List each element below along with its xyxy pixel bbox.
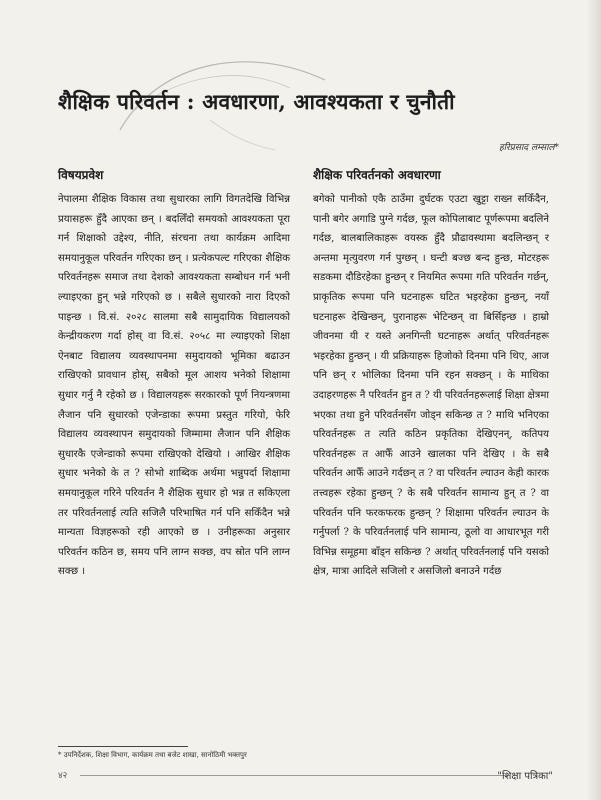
article-title: शैक्षिक परिवर्तन : अवधारणा, आवश्यकता र चुनौती [58,89,455,114]
scan-shadow [587,0,601,800]
section-heading-concept: शैक्षिक परिवर्तनको अवधारणा [313,168,441,182]
section-heading-introduction: विषयप्रवेश [58,168,104,182]
concept-paragraph: बगेको पानीको एकै ठाउँमा दुर्घटक एउटा खुट्टा राख्न सकिँदैन, पानी बगेर अगाडि पुग्ने गर्दछ, फूल कोपिलाबाट पूर्णरूपमा बदलिने गर्दछ, बालबालिकाहरू वयस्क हुँदै प्रौढावस्थामा बदलिन्छन् र अन्तमा मृत्युवरण गर्न पुग्छन् । घन्टी बज्छ बन्द हुन्छ, मोटरहरू सडकमा दौडिरहेका हुन्छन् र नियमित रूपमा गति परिवर्तन गर्छन्, प्राकृतिक रूपमा पनि घटनाहरू घटित भइरहेका हुन्छन्, नयाँ घटनाहरू देखिन्छन्, पुरानाहरू भेटिन्छन् वा बिर्सिइन्छ । हाम्रो जीवनमा यी र यस्ते अनगिन्ती घटनाहरू अर्थात् परिवर्तनहरू भइरहेका हुन्छन् । यी प्रक्रियाहरू हिजोको दिनमा पनि थिए, आज पनि छन् र भोलिका दिनमा पनि रहन सक्छन् । के माथिका उदाहरणहरू नै परिवर्तन हुन त ? यी परिवर्तनहरूलाई शिक्षा क्षेत्रमा भएका तथा हुने परिवर्तनसँग जोड्न सकिन्छ त ? माथि भनिएका परिवर्तनहरू त त्यति कठिन प्रकृतिका देखिएनन्, कतिपय परिवर्तनहरू त आफैँ आउने खालका पनि देखिए । के सबै परिवर्तन आफैँ आउने गर्दछन् त ? वा परिवर्तन ल्याउन केही कारक तत्त्वहरू रहेका हुन्छन् ? के सबै परिवर्तन सामान्य हुन् त ? वा परिवर्तन पनि फरकफरक हुन्छन् ? शिक्षामा परिवर्तन ल्याउन के गर्नुपर्ला ? के परिवर्तनलाई पनि सामान्य, ठूलो वा आधारभूत गरी विभिन्न समूहमा बाँड्न सकिन्छ ? अर्थात् परिवर्तनलाई पनि यसको क्षेत्र, मात्रा आदिले सजिलो र असजिलो बनाउने गर्दछ [313,194,549,578]
right-column [313,166,549,582]
introduction-paragraph: नेपालमा शैक्षिक विकास तथा सुधारका लागि विगतदेखि विभिन्न प्रयासहरू हुँदै आएका छन् । बदलिँदो समयको आवश्यकता पूरा गर्न शिक्षाको उद्देश्य, नीति, संरचना तथा कार्यक्रम आदिमा समयानुकूल परिवर्तन गरिएका छन् । प्रत्येकपल्ट गरिएका शैक्षिक परिवर्तनहरू समाज तथा देशको आवश्यकता सम्बोधन गर्न भनी ल्याइएका हुन् भन्ने गरिएको छ । सबैले सुधारको नारा दिएको पाइन्छ । वि.सं. २०२८ सालमा सबै सामुदायिक विद्यालयको केन्द्रीयकरण गर्दा होस् वा वि.सं. २०५८ मा ल्याइएको शिक्षा ऐनबाट विद्यालय व्यवस्थापनमा समुदायको भूमिका बढाउन राखिएको प्रावधान होस्, सबैको मूल आशय भनेको शिक्षामा सुधार गर्नु नै रहेको छ । विद्यालयहरू सरकारको पूर्ण नियन्त्रणमा लैजान पनि सुधारको एजेन्डाका रूपमा प्रस्तुत गरियो, फेरि विद्यालय व्यवस्थापन समुदायको जिम्मामा लैजान पनि शैक्षिक सुधारकै एजेन्डाको रूपमा राखिएको देखियो । आखिर शैक्षिक सुधार भनेको के त ? सोभो शाब्दिक अर्थमा भन्नुपर्दा शिक्षामा समयानुकूल गरिने परिवर्तन नै शैक्षिक सुधार हो भन्न त सकिएला तर परिवर्तनलाई त्यति सजिलै परिभाषित गर्न पनि सकिँदैन भन्ने मान्यता विज्ञहरूको रही आएको छ । उनीहरूका अनुसार परिवर्तन कठिन छ, समय पनि लाग्न सक्छ, वप स्रोत पनि लाग्न सक्छ । [58,194,290,578]
author-name: हरिप्रसाद लम्साल* [498,143,559,153]
author-footnote: * उपनिर्देशक, शिक्षा विभाग, कार्यक्रम तथा बजेट शाखा, सानोठिमी भक्तपुर [58,751,247,759]
left-column [58,166,290,582]
footer-divider [80,775,510,776]
page-number: ४२ [58,771,68,781]
footnote-divider [58,746,188,747]
journal-name: "शिक्षा पत्रिका" [497,771,553,782]
